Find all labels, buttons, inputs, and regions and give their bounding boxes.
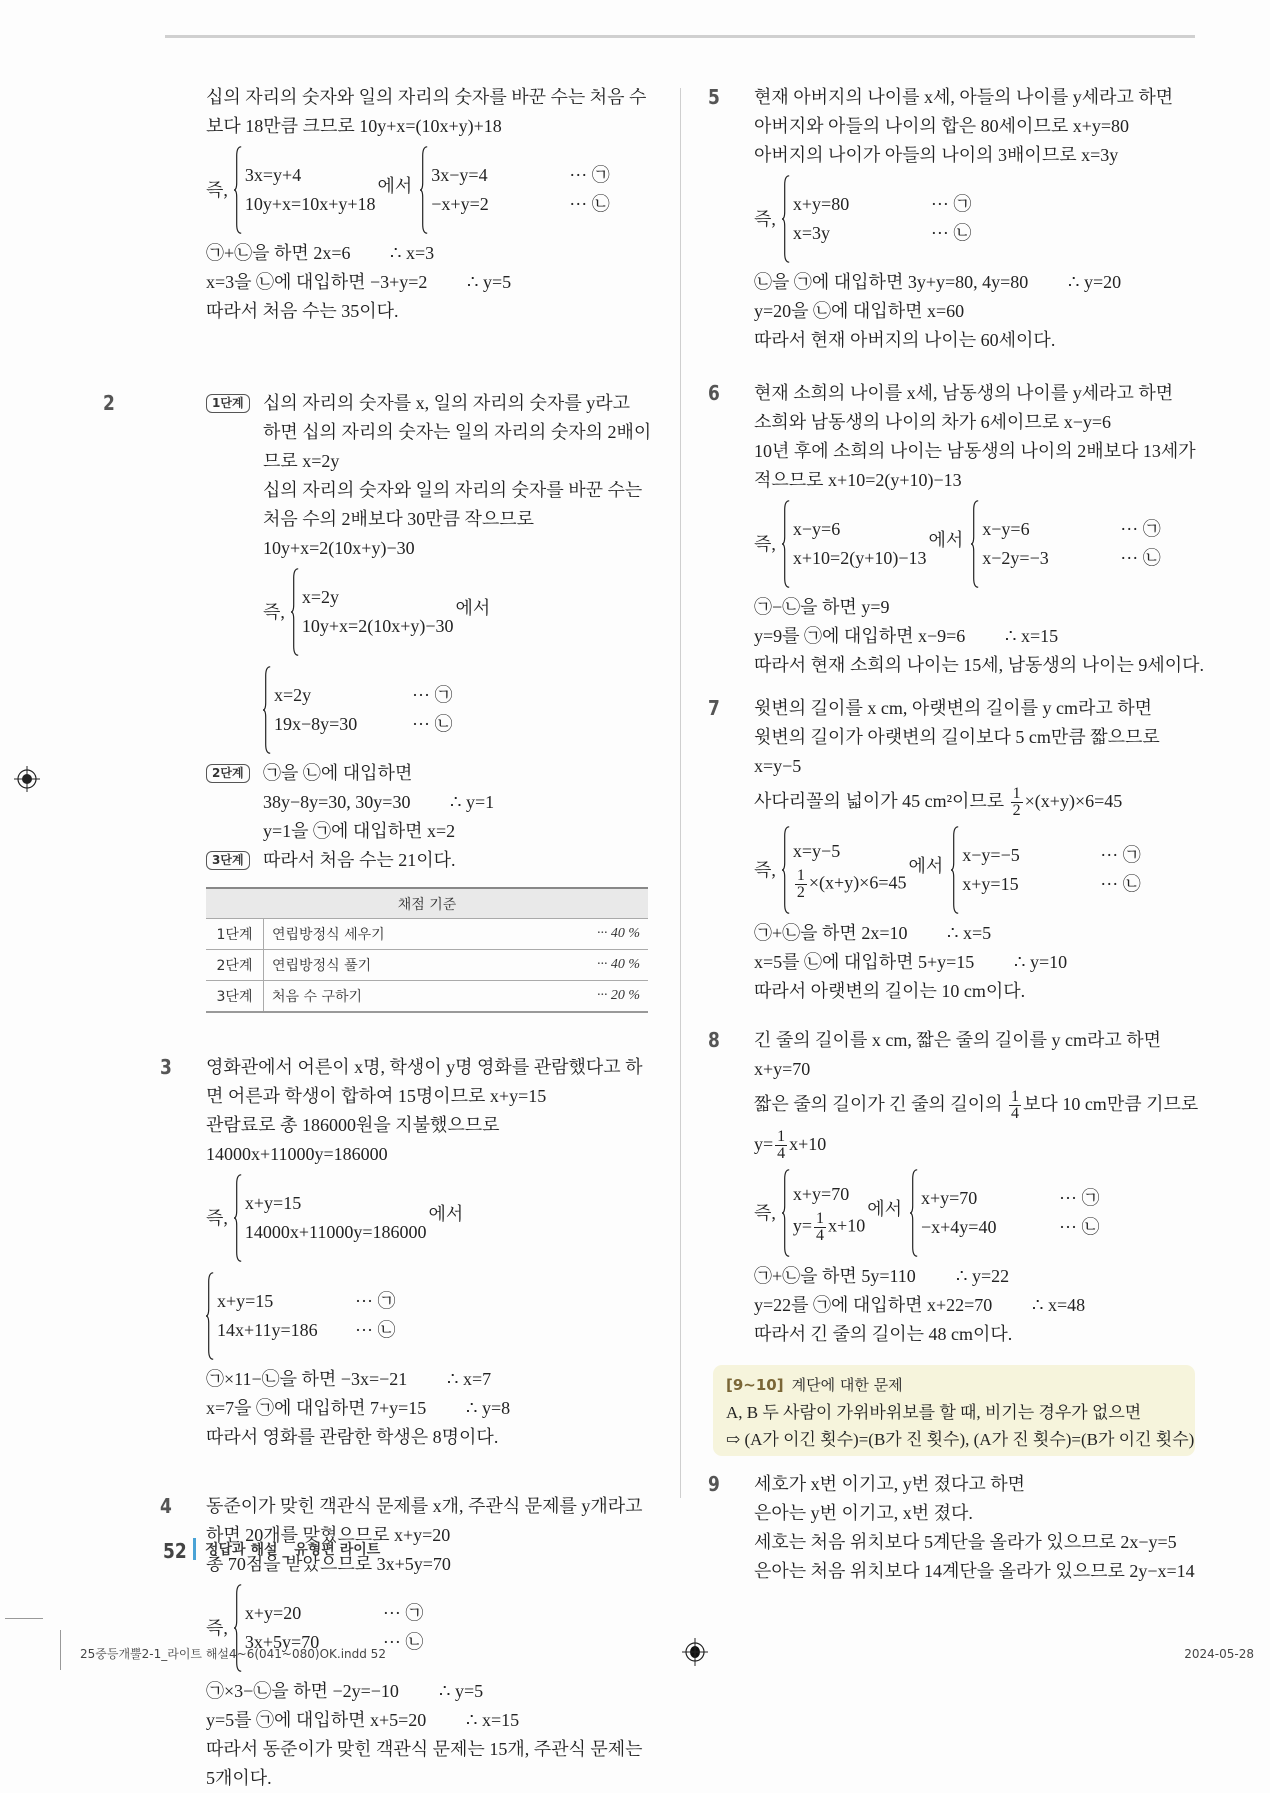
numerator: 1 xyxy=(816,1210,825,1227)
problem-number: 8 xyxy=(708,1028,720,1052)
right-column xyxy=(708,83,1205,1586)
text-line: 아버지와 아들의 나이의 합은 80세이므로 x+y=80 xyxy=(754,116,1130,136)
equation-row xyxy=(793,515,927,544)
equation-row xyxy=(793,190,971,219)
brace-icon xyxy=(971,499,980,589)
text-line xyxy=(206,268,648,297)
equation: 14000x+11000y=186000 xyxy=(244,1222,427,1242)
system-prefix: 즉, xyxy=(754,208,776,229)
equation: x−y=6 xyxy=(792,519,841,539)
equation: 3x+5y=70 xyxy=(244,1632,320,1652)
text-segment: y= xyxy=(754,1134,774,1154)
fraction xyxy=(795,868,807,901)
equation-system xyxy=(754,495,1196,593)
equation: 10y+x=10x+y+18 xyxy=(244,194,376,214)
text-segment: x+10 xyxy=(789,1134,827,1154)
book-title: 정답과 해설 _ 유형편 라이트 xyxy=(205,1542,381,1558)
equation: x+y=80 xyxy=(792,194,850,214)
criteria-cell: 연립방정식 세우기 xyxy=(264,919,533,950)
equation: x+y=70 xyxy=(792,1183,850,1204)
print-date: 2024-05-28 xyxy=(1184,1647,1254,1661)
equation-system xyxy=(754,821,1196,919)
text-line xyxy=(212,389,648,418)
equation-row xyxy=(793,1209,865,1247)
equation-row xyxy=(921,1213,1099,1242)
problem-number: 7 xyxy=(708,696,720,720)
equation-mark: ··· ㉡ xyxy=(412,714,453,734)
criteria-cell: 연립방정식 풀기 xyxy=(264,950,533,981)
equation-rows xyxy=(217,1287,395,1345)
equation-system xyxy=(263,661,648,759)
text-line xyxy=(754,1262,1196,1291)
equation: x+y=15 xyxy=(962,874,1019,894)
tip-line: ⇨ (A가 이긴 횟수)=(B가 진 횟수), (A가 진 횟수)=(B가 이긴 횟수) xyxy=(726,1430,1195,1449)
text-line: 하면 십의 자리의 숫자는 일의 자리의 숫자의 2배이 xyxy=(263,422,652,442)
percent-cell: ··· 40 % xyxy=(533,919,648,950)
brace-icon xyxy=(420,145,429,235)
text-line: 관람료로 총 186000원을 지불했으므로 xyxy=(206,1115,500,1135)
equation-mark: ··· ㉠ xyxy=(382,1603,424,1623)
text-line: y=1을 ㉠에 대입하면 x=2 xyxy=(263,821,456,841)
text-line: 윗변의 길이를 x cm, 아랫변의 길이를 y cm라고 하면 xyxy=(754,698,1153,718)
fraction xyxy=(1009,1089,1021,1122)
text-line: 십의 자리의 숫자와 일의 자리의 숫자를 바꾼 수는 xyxy=(263,480,643,500)
equation: x+y=15 xyxy=(217,1291,274,1311)
text-line xyxy=(263,788,648,817)
text-line: 따라서 아랫변의 길이는 10 cm이다. xyxy=(754,981,1026,1001)
brace-icon xyxy=(263,665,272,755)
problem-number: 6 xyxy=(708,381,720,405)
text-line: 긴 줄의 길이를 x cm, 짧은 줄의 길이를 y cm라고 하면 xyxy=(754,1030,1162,1050)
equation-rows xyxy=(274,681,452,739)
table-row xyxy=(206,950,648,981)
equation-rows xyxy=(793,837,907,904)
numerator: 1 xyxy=(796,867,805,884)
equation-row xyxy=(217,1287,395,1316)
text-line: x+y=70 xyxy=(754,1059,811,1079)
text-line: 5개이다. xyxy=(206,1768,272,1788)
equation: −x+y=2 xyxy=(431,194,489,214)
equation-mark: ··· ㉡ xyxy=(1120,548,1161,568)
equation-rows xyxy=(793,1180,865,1247)
text-segment: ×(x+y)×6=45 xyxy=(808,872,907,893)
equation-mark: ··· ㉡ xyxy=(1058,1217,1100,1237)
text-line: 14000x+11000y=186000 xyxy=(206,1144,388,1164)
step-cell: 2단계 xyxy=(206,950,264,981)
system-prefix: 즉, xyxy=(206,1207,228,1228)
text-segment: y=5를 ㉠에 대입하면 x+5=20 xyxy=(206,1710,427,1730)
system-connector: 에서 xyxy=(428,1203,464,1224)
equation: x−y=−5 xyxy=(962,845,1020,865)
equation-row xyxy=(245,1599,423,1628)
table-row xyxy=(206,981,648,1013)
equation-row xyxy=(431,190,609,219)
system-prefix: 즉, xyxy=(754,533,776,554)
equation-system xyxy=(206,1169,648,1267)
text-line: 아버지의 나이가 아들의 나이의 3배이므로 x=3y xyxy=(754,145,1119,165)
text-line xyxy=(754,1084,1199,1124)
equation-rows xyxy=(962,841,1140,899)
equation: 3x=y+4 xyxy=(244,165,302,185)
text-line xyxy=(206,1365,648,1394)
problem-6 xyxy=(708,379,1205,680)
text-line: 총 70점을 받았으므로 3x+5y=70 xyxy=(206,1554,451,1574)
problem-9 xyxy=(708,1470,1196,1586)
equation-rows xyxy=(793,515,927,573)
problem-1-continued xyxy=(206,83,648,326)
text-segment: y=22를 ㉠에 대입하면 x+22=70 xyxy=(754,1295,993,1315)
text-line: 은아는 y번 이기고, x번 졌다. xyxy=(754,1503,973,1523)
therefore-result: ∴ y=5 xyxy=(439,1681,484,1701)
text-line xyxy=(206,1394,648,1423)
equation-row xyxy=(431,161,609,190)
text-line: 처음 수의 2배보다 30만큼 작으므로 xyxy=(263,509,535,529)
equation: x=3y xyxy=(792,223,831,243)
step-badge: 1단계 xyxy=(206,394,250,413)
step-badge: 2단계 xyxy=(206,764,250,783)
equation-row xyxy=(793,837,907,866)
brace-icon xyxy=(234,145,243,235)
text-line: 므로 x=2y xyxy=(263,451,340,471)
text-line: 따라서 현재 소희의 나이는 15세, 남동생의 나이는 9세이다. xyxy=(754,655,1205,675)
problem-7 xyxy=(708,694,1196,1006)
system-connector: 에서 xyxy=(867,1198,902,1219)
system-connector: 에서 xyxy=(455,597,491,618)
equation-row xyxy=(982,515,1160,544)
therefore-result: ∴ x=3 xyxy=(390,243,435,263)
equation-row xyxy=(274,710,452,739)
text-segment: y= xyxy=(792,1215,813,1236)
denominator: 4 xyxy=(1011,1105,1020,1123)
text-line: 10y+x=2(10x+y)−30 xyxy=(263,538,415,558)
problem-8 xyxy=(708,1026,1199,1349)
system-prefix: 즉, xyxy=(754,1202,776,1223)
therefore-result: ∴ y=1 xyxy=(450,792,495,812)
equation-system xyxy=(754,170,1196,268)
text-line: 따라서 영화를 관람한 학생은 8명이다. xyxy=(206,1427,499,1447)
text-segment: 십의 자리의 숫자를 x, 일의 자리의 숫자를 y라고 xyxy=(263,393,630,413)
equation-row xyxy=(217,1316,395,1345)
text-line: 은아는 처음 위치보다 14계단을 올라가 있으므로 2y−x=14 xyxy=(754,1561,1195,1581)
equation-row xyxy=(793,219,971,248)
equation-system xyxy=(263,563,648,661)
denominator: 4 xyxy=(777,1145,786,1163)
equation-mark: ··· ㉠ xyxy=(569,165,610,185)
equation xyxy=(793,868,907,901)
equation: 14x+11y=186 xyxy=(217,1320,318,1340)
equation-rows xyxy=(921,1184,1099,1242)
text-line: 세호는 처음 위치보다 5계단을 올라가 있으므로 2x−y=5 xyxy=(754,1532,1177,1552)
equation: x−2y=−3 xyxy=(982,548,1049,568)
tip-tag: [9~10] xyxy=(726,1376,784,1394)
denominator: 2 xyxy=(1012,802,1021,820)
text-line: ㉠−㉡을 하면 y=9 xyxy=(754,597,890,617)
text-line xyxy=(754,948,1196,977)
text-segment: ㉠을 ㉡에 대입하면 xyxy=(263,763,413,783)
text-line: 따라서 처음 수는 35이다. xyxy=(206,301,399,321)
equation-rows xyxy=(982,515,1160,573)
text-segment: ㉡을 ㉠에 대입하면 3y+y=80, 4y=80 xyxy=(754,272,1029,292)
top-rule xyxy=(165,35,1195,38)
therefore-result: ∴ x=48 xyxy=(1032,1295,1086,1315)
therefore-result: ∴ x=15 xyxy=(466,1710,520,1730)
grading-header: 채점 기준 xyxy=(206,888,648,919)
equation: −x+4y=40 xyxy=(920,1217,997,1237)
numerator: 1 xyxy=(1011,1088,1020,1106)
problem-3 xyxy=(160,1053,648,1452)
equation-mark: ··· ㉠ xyxy=(930,194,972,214)
therefore-result: ∴ y=10 xyxy=(1014,952,1068,972)
therefore-result: ∴ y=20 xyxy=(1068,272,1122,292)
equation-row xyxy=(793,866,907,904)
equation-row xyxy=(962,841,1140,870)
tip-box xyxy=(713,1365,1195,1456)
column-divider xyxy=(680,88,681,1498)
text-line xyxy=(212,846,648,875)
equation-row xyxy=(793,1180,865,1209)
equation-row xyxy=(245,161,376,190)
equation: x+10=2(y+10)−13 xyxy=(792,548,927,568)
equation-rows xyxy=(431,161,609,219)
text-line: y=20을 ㉡에 대입하면 x=60 xyxy=(754,301,965,321)
problem-number: 4 xyxy=(160,1494,172,1518)
percent-cell: ··· 40 % xyxy=(533,950,648,981)
equation: x+y=20 xyxy=(244,1603,302,1623)
equation: x=y−5 xyxy=(792,840,841,861)
text-line: 적으므로 x+10=2(y+10)−13 xyxy=(754,470,962,490)
text-line: 영화관에서 어른이 x명, 학생이 y명 영화를 관람했다고 하 xyxy=(206,1057,643,1077)
footer-divider xyxy=(193,1538,196,1560)
brace-icon xyxy=(782,1168,791,1258)
text-segment: 따라서 처음 수는 21이다. xyxy=(263,850,456,870)
text-line: 윗변의 길이가 아랫변의 길이보다 5 cm만큼 짧으므로 xyxy=(754,727,1160,747)
equation-mark: ··· ㉡ xyxy=(355,1320,396,1340)
tip-line: A, B 두 사람이 가위바위보를 할 때, 비기는 경우가 없으면 xyxy=(726,1403,1142,1422)
equation-rows xyxy=(245,1189,427,1247)
text-line xyxy=(206,239,648,268)
equation-mark: ··· ㉠ xyxy=(1058,1188,1100,1208)
text-line: 현재 아버지의 나이를 x세, 아들의 나이를 y세라고 하면 xyxy=(754,87,1174,107)
text-line: 동준이가 맞힌 객관식 문제를 x개, 주관식 문제를 y개라고 xyxy=(206,1496,643,1516)
equation: x+y=70 xyxy=(920,1188,978,1208)
numerator: 1 xyxy=(777,1128,786,1146)
therefore-result: ∴ x=5 xyxy=(947,923,992,943)
text-segment: ×(x+y)×6=45 xyxy=(1024,791,1123,811)
brace-icon xyxy=(910,1168,919,1258)
equation: x=2y xyxy=(274,685,312,705)
text-segment: 보다 10 cm만큼 기므로 xyxy=(1023,1094,1199,1114)
therefore-result: ∴ y=22 xyxy=(956,1266,1010,1286)
denominator: 4 xyxy=(816,1227,825,1244)
problem-number: 9 xyxy=(708,1472,720,1496)
text-line: 하면 20개를 맞혔으므로 x+y=20 xyxy=(206,1525,451,1545)
equation-mark: ··· ㉠ xyxy=(355,1291,396,1311)
text-line: 따라서 긴 줄의 길이는 48 cm이다. xyxy=(754,1324,1013,1344)
problem-2 xyxy=(103,389,652,875)
text-line xyxy=(754,1124,1196,1164)
equation: x+y=15 xyxy=(244,1193,302,1213)
equation: 19x−8y=30 xyxy=(274,714,358,734)
brace-icon xyxy=(234,1173,243,1263)
text-line: 십의 자리의 숫자와 일의 자리의 숫자를 바꾼 수는 처음 수 xyxy=(206,87,647,107)
text-line xyxy=(206,1677,648,1706)
system-prefix: 즉, xyxy=(263,601,285,622)
equation-mark: ··· ㉠ xyxy=(1100,845,1141,865)
equation-row xyxy=(274,681,452,710)
tip-heading xyxy=(726,1373,903,1397)
trim-mark xyxy=(60,1630,61,1670)
text-segment: ㉠×3−㉡을 하면 −2y=−10 xyxy=(206,1681,399,1701)
text-segment: x=7을 ㉠에 대입하면 7+y=15 xyxy=(206,1398,427,1418)
equation-mark: ··· ㉡ xyxy=(569,194,610,214)
system-connector: 에서 xyxy=(928,529,964,550)
text-segment: ㉠+㉡을 하면 2x=6 xyxy=(206,243,351,263)
text-line: 현재 소희의 나이를 x세, 남동생의 나이를 y세라고 하면 xyxy=(754,383,1174,403)
trim-mark xyxy=(5,1618,43,1619)
therefore-result: ∴ x=15 xyxy=(1005,626,1059,646)
equation-mark: ··· ㉡ xyxy=(1100,874,1141,894)
text-line: 10년 후에 소희의 나이는 남동생의 나이의 2배보다 13세가 xyxy=(754,441,1196,461)
text-segment: ㉠×11−㉡을 하면 −3x=−21 xyxy=(206,1369,408,1389)
equation-row xyxy=(245,190,376,219)
problem-number: 5 xyxy=(708,85,720,109)
equation-rows xyxy=(793,190,971,248)
text-segment: 사다리꼴의 넓이가 45 cm²이므로 xyxy=(754,791,1009,811)
equation-mark: ··· ㉠ xyxy=(412,685,453,705)
equation-mark: ··· ㉠ xyxy=(1120,519,1161,539)
equation-system xyxy=(754,1164,1196,1262)
equation: x=2y xyxy=(301,587,340,607)
fraction xyxy=(775,1129,787,1162)
equation-row xyxy=(245,1218,427,1247)
equation-mark: ··· ㉡ xyxy=(382,1632,424,1652)
equation-system xyxy=(206,141,648,239)
text-line: 따라서 현재 아버지의 나이는 60세이다. xyxy=(754,330,1056,350)
step-cell: 3단계 xyxy=(206,981,264,1013)
grading-criteria-table xyxy=(206,887,648,1013)
brace-icon xyxy=(782,174,791,264)
text-line xyxy=(754,622,1196,651)
brace-icon xyxy=(206,1271,215,1361)
therefore-result: ∴ y=5 xyxy=(467,272,512,292)
equation-mark: ··· ㉡ xyxy=(930,223,972,243)
file-name: 25중등개뿔2-1_라이트 해설4~6(041~080)OK.indd 52 xyxy=(80,1647,386,1661)
text-line xyxy=(754,919,1196,948)
equation-row xyxy=(793,544,927,573)
brace-icon xyxy=(951,825,960,915)
equation: 10y+x=2(10x+y)−30 xyxy=(301,616,454,636)
numerator: 1 xyxy=(1012,785,1021,803)
step-badge: 3단계 xyxy=(206,851,250,870)
text-segment: ㉠+㉡을 하면 5y=110 xyxy=(754,1266,916,1286)
text-line xyxy=(212,759,648,788)
equation-rows xyxy=(245,161,376,219)
text-line xyxy=(754,268,1196,297)
equation-row xyxy=(245,1189,427,1218)
equation-row xyxy=(302,612,454,641)
brace-icon xyxy=(291,567,300,657)
text-line xyxy=(206,1706,648,1735)
fraction xyxy=(1011,786,1023,819)
equation-rows xyxy=(302,583,454,641)
text-line: 세호가 x번 이기고, y번 졌다고 하면 xyxy=(754,1474,1026,1494)
text-line: x=y−5 xyxy=(754,756,802,776)
problem-5 xyxy=(708,83,1196,355)
text-segment: x+10 xyxy=(828,1215,866,1236)
registration-mark-icon xyxy=(682,1638,708,1666)
system-connector: 에서 xyxy=(377,175,413,196)
denominator: 2 xyxy=(796,884,805,901)
therefore-result: ∴ y=8 xyxy=(466,1398,511,1418)
text-line: 면 어른과 학생이 합하여 15명이므로 x+y=15 xyxy=(206,1086,547,1106)
system-prefix: 즉, xyxy=(754,859,776,880)
brace-icon xyxy=(782,499,791,589)
table-row xyxy=(206,919,648,950)
text-line: 소희와 남동생의 나이의 차가 6세이므로 x−y=6 xyxy=(754,412,1112,432)
text-line: 보다 18만큼 크므로 10y+x=(10x+y)+18 xyxy=(206,116,502,136)
equation-row xyxy=(982,544,1160,573)
equation-row xyxy=(302,583,454,612)
text-segment: y=9를 ㉠에 대입하면 x−9=6 xyxy=(754,626,966,646)
text-segment: x=3을 ㉡에 대입하면 −3+y=2 xyxy=(206,272,428,292)
equation-system xyxy=(206,1267,648,1365)
text-segment: x=5를 ㉡에 대입하면 5+y=15 xyxy=(754,952,975,972)
equation-row xyxy=(962,870,1140,899)
equation: 3x−y=4 xyxy=(431,165,488,185)
text-segment: ㉠+㉡을 하면 2x=10 xyxy=(754,923,908,943)
text-segment: 38y−8y=30, 30y=30 xyxy=(263,792,411,812)
brace-icon xyxy=(782,825,791,915)
therefore-result: ∴ x=7 xyxy=(447,1369,492,1389)
problem-number: 2 xyxy=(103,391,115,415)
text-line xyxy=(754,781,1196,821)
percent-cell: ··· 20 % xyxy=(533,981,648,1013)
system-prefix: 즉, xyxy=(206,179,228,200)
equation xyxy=(793,1211,865,1244)
page-number: 52 xyxy=(163,1539,187,1563)
problem-number: 3 xyxy=(160,1055,172,1079)
text-segment: 짧은 줄의 길이가 긴 줄의 길이의 xyxy=(754,1094,1008,1114)
registration-mark-icon xyxy=(14,766,40,792)
equation-row xyxy=(921,1184,1099,1213)
fraction xyxy=(814,1211,826,1244)
system-prefix: 즉, xyxy=(206,1617,228,1638)
text-line: 따라서 동준이가 맞힌 객관식 문제는 15개, 주관식 문제는 xyxy=(206,1739,643,1759)
system-connector: 에서 xyxy=(908,855,944,876)
criteria-cell: 처음 수 구하기 xyxy=(264,981,533,1013)
step-cell: 1단계 xyxy=(206,919,264,950)
equation: x−y=6 xyxy=(982,519,1030,539)
text-line xyxy=(754,1291,1196,1320)
tip-title: 계단에 대한 문제 xyxy=(791,1376,903,1394)
